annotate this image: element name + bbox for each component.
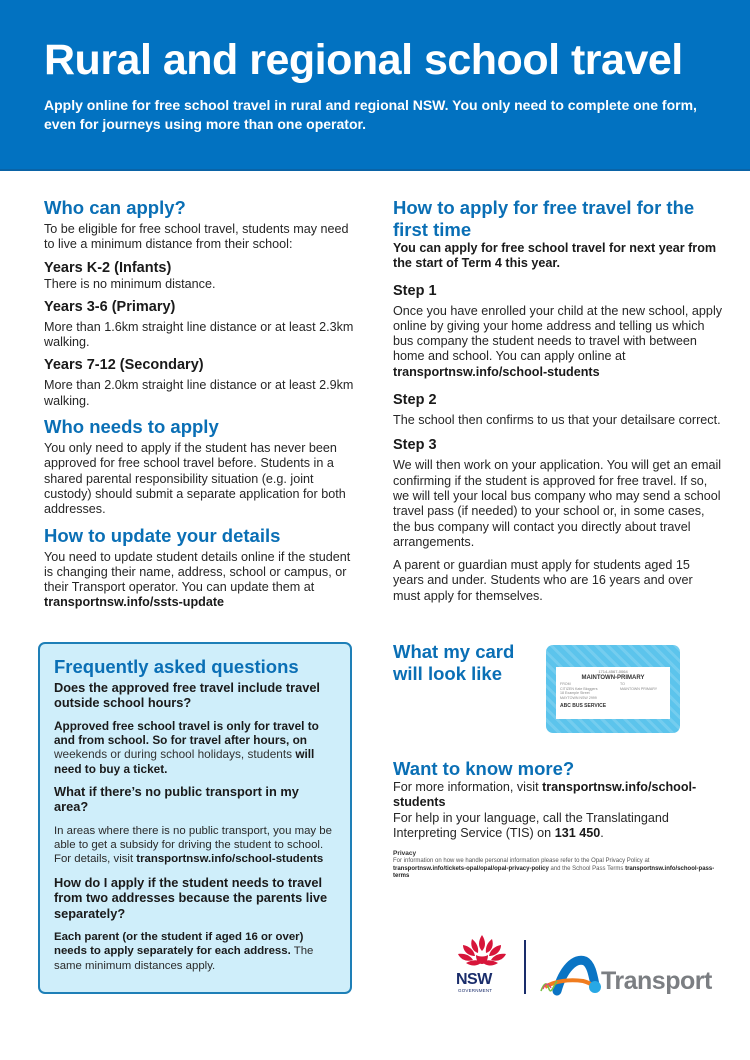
opal-privacy-link[interactable]: transportnsw.info/tickets-opal/opal/opal-privacy-policy [393, 865, 549, 872]
transport-arc-icon [539, 951, 601, 997]
left-column [44, 197, 354, 611]
card-from-line-2: 18 Example Street [560, 691, 590, 696]
step-3-text: We will then work on your application. You will get an email confirming if the student is approved for free travel. If so, we will tell your local bus company who may send a school travel pass (if needed) to your school or, in some cases, the bus company will contact you directly about travel arrangements. [393, 458, 722, 549]
card-to-value: MAINTOWN PRIMARY [620, 686, 658, 691]
nsw-government-text: GOVERNMENT [458, 988, 493, 993]
who-can-apply-intro: To be eligible for free school travel, students may need to live a minimum distance from their school: [44, 222, 349, 252]
card-operator: ABC BUS SERVICE [560, 703, 607, 710]
who-needs-to-apply-heading: Who needs to apply [44, 416, 219, 438]
right-column [393, 197, 723, 604]
card-from-line-3: MAYTOWN NSW 2999 [560, 695, 597, 700]
card-to-label: TO [620, 682, 625, 686]
card-heading: What my card will look like [393, 641, 515, 684]
faq-answer-2: In areas where there is no public transport, you may be able to get a subsidy for driving the student to school. For details, visit transportnsw.info/school-students [54, 824, 332, 866]
card-from-label: FROM [560, 682, 571, 686]
ssts-update-link[interactable]: transportnsw.info/ssts-update [44, 595, 225, 610]
update-details-section [44, 525, 354, 611]
card-details [556, 667, 670, 719]
faq-box [38, 642, 352, 994]
nsw-government-logo [452, 933, 512, 1001]
page-subtitle: Apply online for free school travel in rural and regional NSW. You only need to complete one form, even for journeys using more than one operator. [44, 97, 697, 132]
tis-phone[interactable]: 131 450 [554, 825, 601, 840]
group-title-primary: Years 3-6 (Primary) [44, 298, 176, 315]
privacy-text: For information on how we handle personal information please refer to the Opal Privacy Policy at transportnsw.info/tickets-opal/opal/opal-privacy-policy and the School Pass Terms transportnsw.info/school-pass-terms [393, 858, 715, 880]
more-info-link[interactable]: transportnsw.info/school-students [393, 780, 697, 810]
how-to-apply-section [393, 197, 723, 604]
update-details-heading: How to update your details [44, 524, 281, 546]
header-banner [0, 0, 750, 171]
faq-answer-3: Each parent (or the student if aged 16 or over) needs to apply separately for each address. The same minimum distances apply. [54, 930, 314, 972]
age-note: A parent or guardian must apply for students aged 15 years and under. Students who are 16 years and over must apply for themselves. [393, 558, 693, 603]
page-title: Rural and regional school travel [44, 36, 683, 84]
how-to-apply-heading: How to apply for free travel for the first time [393, 197, 695, 240]
group-text-infants: There is no minimum distance. [44, 276, 216, 291]
card-from-line-1: CITIZEN Kate Bloggers [560, 686, 598, 691]
school-students-link[interactable]: transportnsw.info/school-students [136, 853, 324, 866]
faq-question-2: What if there’s no public transport in my area? [54, 784, 299, 815]
step-2-title: Step 2 [393, 392, 437, 409]
want-to-know-more-heading: Want to know more? [393, 758, 575, 779]
who-needs-to-apply-text: You only need to apply if the student has never been approved for free school travel before. Students in a shared parental responsibility situation (e.g. joint custody) should submit a separate application for both addresses. [44, 441, 346, 517]
card-school: MAINTOWN-PRIMARY [581, 675, 645, 681]
footer-logos [452, 933, 722, 1003]
how-to-apply-lead: You can apply for free school travel for next year from the start of Term 4 this year. [393, 241, 717, 271]
school-pass-card-image [546, 645, 680, 733]
update-details-text: You need to update student details online if the student is changing their name, address, school or campus, or their Transport operator. You can update them at transportnsw.info/ssts-update [44, 549, 351, 610]
group-title-infants: Years K-2 (Infants) [44, 259, 172, 276]
privacy-section [393, 849, 723, 881]
step-3-title: Step 3 [393, 437, 437, 454]
step-1-text: Once you have enrolled your child at the new school, apply online by giving your home address and telling us which bus company the student needs to travel with between home and school. You can apply online at transportnsw.info/school-students [393, 303, 723, 379]
faq-question-3: How do I apply if the student needs to travel from two addresses because the parents live separately? [54, 874, 328, 921]
want-to-know-more-section [393, 758, 723, 841]
transport-logo [539, 951, 719, 1001]
card-number: 1714-4567-0064 [598, 669, 628, 674]
waratah-icon [452, 933, 512, 973]
transport-wordmark: Transport [601, 967, 712, 995]
logo-divider [524, 940, 526, 994]
step-1-title: Step 1 [393, 282, 437, 299]
group-text-secondary: More than 2.0km straight line distance or at least 2.9km walking. [44, 378, 354, 408]
school-pass-terms-link[interactable]: transportnsw.info/school-pass-terms [393, 865, 715, 880]
faq-answer-1: Approved free school travel is only for travel to and from school. So for travel after hours, on weekends or during school holidays, students will need to buy a ticket. [54, 718, 319, 776]
group-text-primary: More than 1.6km straight line distance or at least 2.3km walking. [44, 319, 354, 350]
card-preview-section [393, 641, 723, 741]
group-title-secondary: Years 7-12 (Secondary) [44, 357, 204, 374]
privacy-title: Privacy [393, 850, 417, 857]
who-can-apply-heading: Who can apply? [44, 197, 186, 218]
step-2-text: The school then confirms to us that your detailsare correct. [393, 413, 721, 428]
more-info-text: For more information, visit transportnsw.info/school-students [393, 780, 697, 810]
step-1-link[interactable]: transportnsw.info/school-students [393, 364, 600, 379]
faq-question-1: Does the approved free travel include travel outside school hours? [54, 680, 320, 711]
nsw-wordmark: NSW [456, 971, 492, 988]
faq-heading: Frequently asked questions [54, 656, 299, 677]
who-can-apply-section [44, 197, 354, 409]
who-needs-to-apply-section [44, 416, 354, 517]
tis-text: For help in your language, call the Translatingand Interpreting Service (TIS) on 131 450. [393, 810, 669, 840]
